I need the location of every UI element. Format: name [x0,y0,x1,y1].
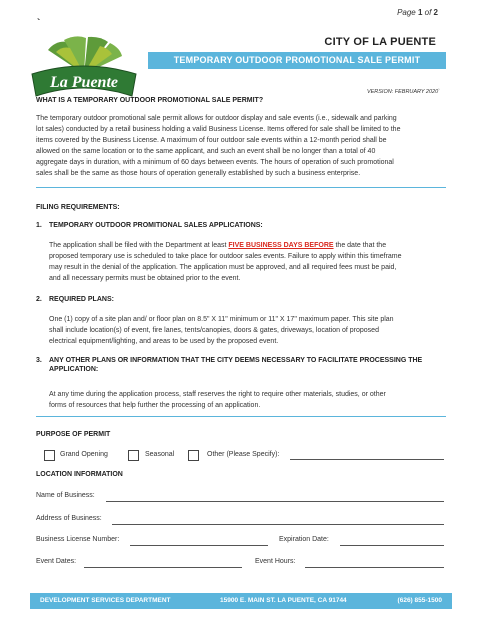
event-hours-label: Event Hours: [255,558,296,565]
other-checkbox[interactable] [188,450,199,461]
business-address-label: Address of Business: [36,515,102,522]
item3-title: ANY OTHER PLANS OR INFORMATION THAT THE CITY DEEMS NECESSARY TO FACILITATE PROCESSING THE APPLICATION: [49,357,423,373]
deadline-highlight: FIVE BUSINESS DAYS BEFORE [228,242,334,249]
intro-line: allowed on the same location or to the same applicant, and such an event shall be no longer than a total of 40 [36,148,376,155]
version-label: VERSION: FEBRUARY 2020` [366,89,440,95]
section-divider [36,187,446,188]
expiration-date-field[interactable] [340,545,444,546]
item2-line: electrical equipment/lighting, and areas to be used by the proposed event. [49,338,279,345]
intro-line: aggregate days in duration, with a minimum of 60 days between events. The hours of operation of such promotional [36,159,394,166]
intro-heading: WHAT IS A TEMPORARY OUTDOOR PROMOTIONAL SALE PERMIT? [36,97,264,104]
intro-paragraph [36,113,446,179]
la-puente-logo [28,34,140,104]
item2-paragraph [49,314,446,347]
item3-line: forms of resources that help further the processing of an application. [49,402,261,409]
item3-paragraph [49,389,446,411]
other-specify-field[interactable] [290,459,444,460]
item2-title: REQUIRED PLANS: [49,296,114,303]
footer-bar [30,593,452,609]
business-name-label: Name of Business: [36,492,95,499]
item1-line: proposed temporary use is scheduled to take place for outdoor sales events. Failure to apply within this timeframe [49,253,402,260]
business-name-field[interactable] [106,501,444,502]
item1-line: may result in the denial of the application. The application must be approved, and all required fees must be paid, [49,264,397,271]
business-address-field[interactable] [112,524,444,525]
grand-opening-label: Grand Opening [60,451,108,458]
footer-department: DEVELOPMENT SERVICES DEPARTMENT [40,597,171,604]
filing-heading: FILING REQUIREMENTS: [36,204,120,211]
item2-number: 2. [36,296,42,303]
other-label: Other (Please Specify): [207,451,280,458]
permit-title: TEMPORARY OUTDOOR PROMOTIONAL SALE PERMIT [148,52,446,69]
item1-title: TEMPORARY OUTDOOR PROMITIONAL SALES APPLICATIONS: [49,222,263,229]
intro-line: The temporary outdoor promotional sale permit allows for outdoor display and sale events (i.e., sidewalk and parking [36,115,397,122]
seasonal-label: Seasonal [145,451,175,458]
location-heading: LOCATION INFORMATION [36,471,123,478]
city-name: CITY OF LA PUENTE [324,36,436,48]
item3-number: 3. [36,357,42,364]
event-dates-label: Event Dates: [36,558,77,565]
seasonal-checkbox[interactable] [128,450,139,461]
grand-opening-checkbox[interactable] [44,450,55,461]
item1-paragraph [49,240,446,284]
license-number-field[interactable] [130,545,268,546]
intro-line: lot sales) conducted by a retail business holding a valid Business License. Items offered for sale shall be limited to the [36,126,401,133]
section-divider [36,416,446,417]
intro-line: sales shall be the same as those hours of operation generally established by such a business enterprise. [36,170,361,177]
item1-line: and all necessary permits must be obtained prior to the event. [49,275,241,282]
license-number-label: Business License Number: [36,536,120,543]
item3-line: At any time during the application process, staff reserves the right to require other materials, studies, or other [49,391,386,398]
event-dates-field[interactable] [84,567,242,568]
logo-text: La Puente [50,74,118,91]
event-hours-field[interactable] [305,567,444,568]
intro-line: items covered by the Business License. A maximum of four outdoor sale events within a 12-month period shall be [36,137,387,144]
page-number: Page 1 of 2 [397,8,438,17]
stray-mark: ` [37,18,41,29]
item2-line: One (1) copy of a site plan and/ or floor plan on 8.5" X 11" minimum or 11" X 17" maximum paper. This site plan [49,316,394,323]
footer-address: 15900 E. MAIN ST. LA PUENTE, CA 91744 [220,597,347,604]
item1-number: 1. [36,222,42,229]
item2-line: shall include location(s) of event, fire lanes, tents/canopies, doors & gates, driveways, location of proposed [49,327,379,334]
footer-phone: (626) 855-1500 [397,597,442,604]
item1-line: The application shall be filed with the Department at least FIVE BUSINESS DAYS BEFORE the date that the [49,242,387,249]
expiration-date-label: Expiration Date: [279,536,329,543]
purpose-heading: PURPOSE OF PERMIT [36,431,111,438]
